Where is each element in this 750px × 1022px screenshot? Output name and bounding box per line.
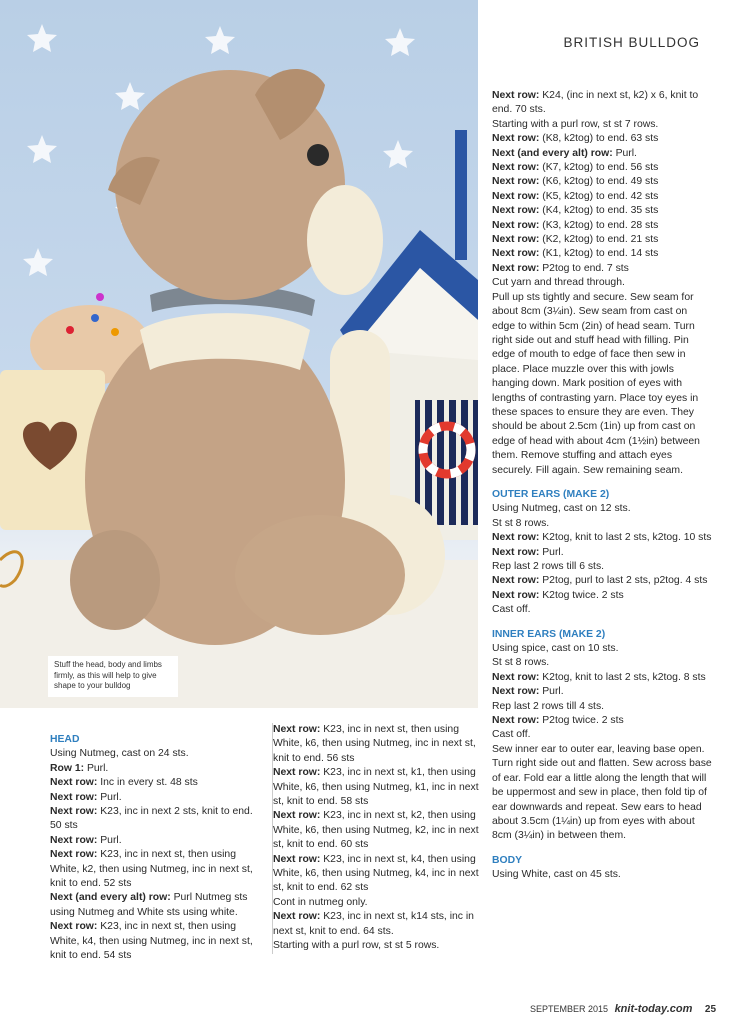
row-label: Next row: [50, 806, 98, 818]
row-label: Next row: [492, 248, 540, 260]
pattern-column-left [50, 723, 260, 964]
row-text: Sew inner ear to outer ear, leaving base open. Turn right side out and flatten. Sew across base of ear. Fold ear a little along the length that will be uppermost and sew in place, then fold tip of ear downwards and repeat. Sew ears to head about 3.5cm (1¼in) up from eyes with about 8cm (3¼in) in between them. [492, 743, 712, 842]
row-label: Next row: [50, 791, 98, 803]
pattern-line [492, 671, 712, 685]
pattern-line [50, 791, 260, 805]
row-text: (K3, k2tog) to end. 28 sts [539, 219, 659, 231]
pattern-line [492, 517, 712, 531]
pattern-line [50, 762, 260, 776]
row-text: Purl. [539, 546, 564, 558]
pattern-line [492, 560, 712, 574]
row-label: Next row: [492, 162, 540, 174]
row-label: Next row: [492, 589, 540, 601]
row-text: Using Nutmeg, cast on 12 sts. [492, 503, 631, 515]
page-number: 25 [704, 1004, 717, 1015]
row-text: Cast off. [492, 604, 531, 616]
row-text: K23, inc in next st, k2, then using White, k6, then using Nutmeg, k2, inc in next st, knit to end. 60 sts [273, 810, 479, 851]
pattern-line [273, 910, 483, 939]
row-text: (K6, k2tog) to end. 49 sts [539, 176, 659, 188]
site-url: knit-today.com [614, 1003, 693, 1015]
row-text: Purl. [97, 834, 122, 846]
pattern-line [492, 868, 712, 882]
row-text: Cont in nutmeg only. [273, 896, 368, 908]
row-label: Next row: [492, 176, 540, 188]
row-text: (K4, k2tog) to end. 35 sts [539, 205, 659, 217]
pattern-line [492, 656, 712, 670]
pattern-line [50, 920, 260, 963]
row-label: Next row: [492, 219, 540, 231]
photo-illustration [0, 0, 478, 708]
row-text: Purl. [539, 686, 564, 698]
pattern-line [492, 89, 712, 118]
pattern-line [492, 190, 712, 204]
row-text: (K8, k2tog) to end. 63 sts [539, 133, 659, 145]
row-label: Next row: [50, 777, 98, 789]
row-text: St st 8 rows. [492, 657, 550, 669]
row-text: (K7, k2tog) to end. 56 sts [539, 162, 659, 174]
row-text: Purl Nutmeg sts using Nutmeg and White sts using white. [50, 892, 248, 918]
row-label: Next row: [273, 767, 321, 779]
pattern-line [273, 766, 483, 809]
row-text: Purl. [97, 791, 122, 803]
row-text: K23, inc in next 2 sts, knit to end. 50 sts [50, 806, 253, 832]
pattern-line [273, 809, 483, 852]
pattern-line [492, 204, 712, 218]
row-text: Using Nutmeg, cast on 24 sts. [50, 748, 189, 760]
row-text: Rep last 2 rows till 4 sts. [492, 700, 605, 712]
pattern-line [492, 233, 712, 247]
row-text: K23, inc in next st, k1, then using White, k6, then using Nutmeg, k1, inc in next st, knit to end. 58 sts [273, 767, 479, 808]
row-text: P2tog twice. 2 sts [539, 715, 624, 727]
pattern-column-right [492, 89, 712, 883]
row-text: Rep last 2 rows till 6 sts. [492, 561, 605, 572]
row-label: Next row: [492, 262, 540, 274]
row-text: K2tog, knit to last 2 sts, k2tog. 8 sts [539, 671, 706, 683]
pattern-line [492, 728, 712, 742]
row-text: Purl. [612, 147, 637, 159]
row-label: Next row: [492, 686, 540, 698]
row-label: Next row: [492, 532, 540, 544]
pattern-line [492, 175, 712, 189]
pattern-line [492, 685, 712, 699]
row-label: Next row: [492, 234, 540, 246]
section-heading: OUTER EARS (MAKE 2) [492, 488, 610, 500]
row-label: Next row: [50, 834, 98, 846]
row-text: (K2, k2tog) to end. 21 sts [539, 234, 659, 246]
pattern-line [492, 247, 712, 261]
photo-caption: Stuff the head, body and limbs firmly, as this will help to give shape to your bulldog [48, 656, 178, 697]
pattern-line [492, 574, 712, 588]
pattern-column-middle [272, 723, 483, 954]
row-text: Starting with a purl row, st st 5 rows. [273, 940, 440, 952]
row-label: Next row: [50, 849, 98, 861]
pattern-line [492, 714, 712, 728]
row-text: K23, inc in next st, then using White, k6, then using Nutmeg, inc in next st, knit to end. 56 sts [273, 724, 476, 764]
page-footer [530, 1003, 716, 1015]
row-label: Next row: [50, 921, 98, 933]
row-text: K23, inc in next st, k14 sts, inc in next st, knit to end. 64 sts. [273, 911, 474, 937]
row-text: Cast off. [492, 729, 531, 741]
pattern-line [492, 147, 712, 161]
pattern-line [50, 834, 260, 848]
page-header-title: BRITISH BULLDOG [563, 35, 700, 50]
pattern-line [492, 276, 712, 290]
row-label: Next row: [492, 575, 540, 587]
pattern-line [492, 502, 712, 516]
row-text: Starting with a purl row, st st 7 rows. [492, 118, 659, 130]
row-label: Next row: [273, 724, 321, 735]
row-text: Using spice, cast on 10 sts. [492, 643, 619, 655]
row-text: K24, (inc in next st, k2) x 6, knit to end. 70 sts. [492, 90, 699, 116]
row-text: St st 8 rows. [492, 517, 550, 529]
section-heading: HEAD [50, 734, 80, 745]
pattern-line [50, 891, 260, 920]
pattern-line [273, 896, 483, 910]
row-text: K2tog twice. 2 sts [539, 589, 624, 601]
row-label: Next (and every alt) row: [50, 892, 171, 904]
pattern-line [273, 723, 483, 766]
row-text: Purl. [84, 762, 109, 774]
pattern-line [492, 132, 712, 146]
bulldog-photo [0, 0, 478, 708]
row-text: P2tog to end. 7 sts [539, 262, 629, 274]
pattern-line [492, 219, 712, 233]
pattern-line [492, 262, 712, 276]
row-text: (K1, k2tog) to end. 14 sts [539, 248, 659, 260]
row-label: Next row: [492, 133, 540, 145]
pattern-line [492, 642, 712, 656]
row-text: K23, inc in next st, then using White, k4, then using Nutmeg, inc in next st, knit to end. 54 sts [50, 921, 253, 962]
pattern-line [492, 531, 712, 545]
pattern-line [50, 805, 260, 834]
row-label: Next row: [492, 715, 540, 727]
issue-date: SEPTEMBER 2015 [530, 1004, 609, 1014]
pattern-line [492, 743, 712, 844]
row-text: K23, inc in next st, then using White, k2, then using Nutmeg, inc in next st, knit to end. 52 sts [50, 849, 253, 890]
pattern-line [492, 700, 712, 714]
pattern-line [50, 776, 260, 790]
row-label: Next row: [273, 810, 321, 822]
row-text: K2tog, knit to last 2 sts, k2tog. 10 sts [539, 532, 712, 544]
pattern-line [492, 161, 712, 175]
pattern-line [492, 603, 712, 617]
row-text: Cut yarn and thread through. [492, 277, 625, 289]
pattern-line [273, 853, 483, 896]
section-heading: INNER EARS (MAKE 2) [492, 628, 606, 640]
row-label: Next row: [492, 205, 540, 217]
pattern-line [492, 118, 712, 132]
pattern-line [273, 939, 483, 953]
row-text: P2tog, purl to last 2 sts, p2tog. 4 sts [539, 575, 708, 587]
section-heading: BODY [492, 854, 523, 866]
pattern-line [492, 291, 712, 478]
row-text: K23, inc in next st, k4, then using White, k6, then using Nutmeg, k4, inc in next st, knit to end. 62 sts [273, 853, 479, 894]
row-label: Next row: [492, 671, 540, 683]
pattern-line [492, 546, 712, 560]
row-text: (K5, k2tog) to end. 42 sts [539, 190, 659, 202]
row-label: Next row: [492, 546, 540, 558]
pattern-line [492, 589, 712, 603]
pattern-line [50, 747, 260, 761]
row-label: Next (and every alt) row: [492, 147, 613, 159]
row-label: Next row: [492, 90, 540, 101]
row-label: Row 1: [50, 762, 85, 774]
row-label: Next row: [273, 853, 321, 865]
row-label: Next row: [492, 190, 540, 202]
row-text: Pull up sts tightly and secure. Sew seam for about 8cm (3¼in). Sew seam from cast on edge to within 5cm (2in) of head seam. Turn right side out and stuff head with filling. Pin edge of mouth to edge of face then sew in place. Place muzzle over this with jowls hanging down. Mark position of eyes with lengths of contrasting yarn. Place toy eyes in these spaces to ensure they are even. They should be about 2.5cm (1in) up from cast on edge of head with about 4cm (1½in) between them. Remove stuffing and attach eyes securely. Fill again. Sew remaining seam. [492, 291, 700, 476]
pattern-line [50, 848, 260, 891]
row-text: Using White, cast on 45 sts. [492, 869, 621, 881]
row-label: Next row: [273, 911, 321, 923]
row-text: Inc in every st. 48 sts [97, 777, 198, 789]
